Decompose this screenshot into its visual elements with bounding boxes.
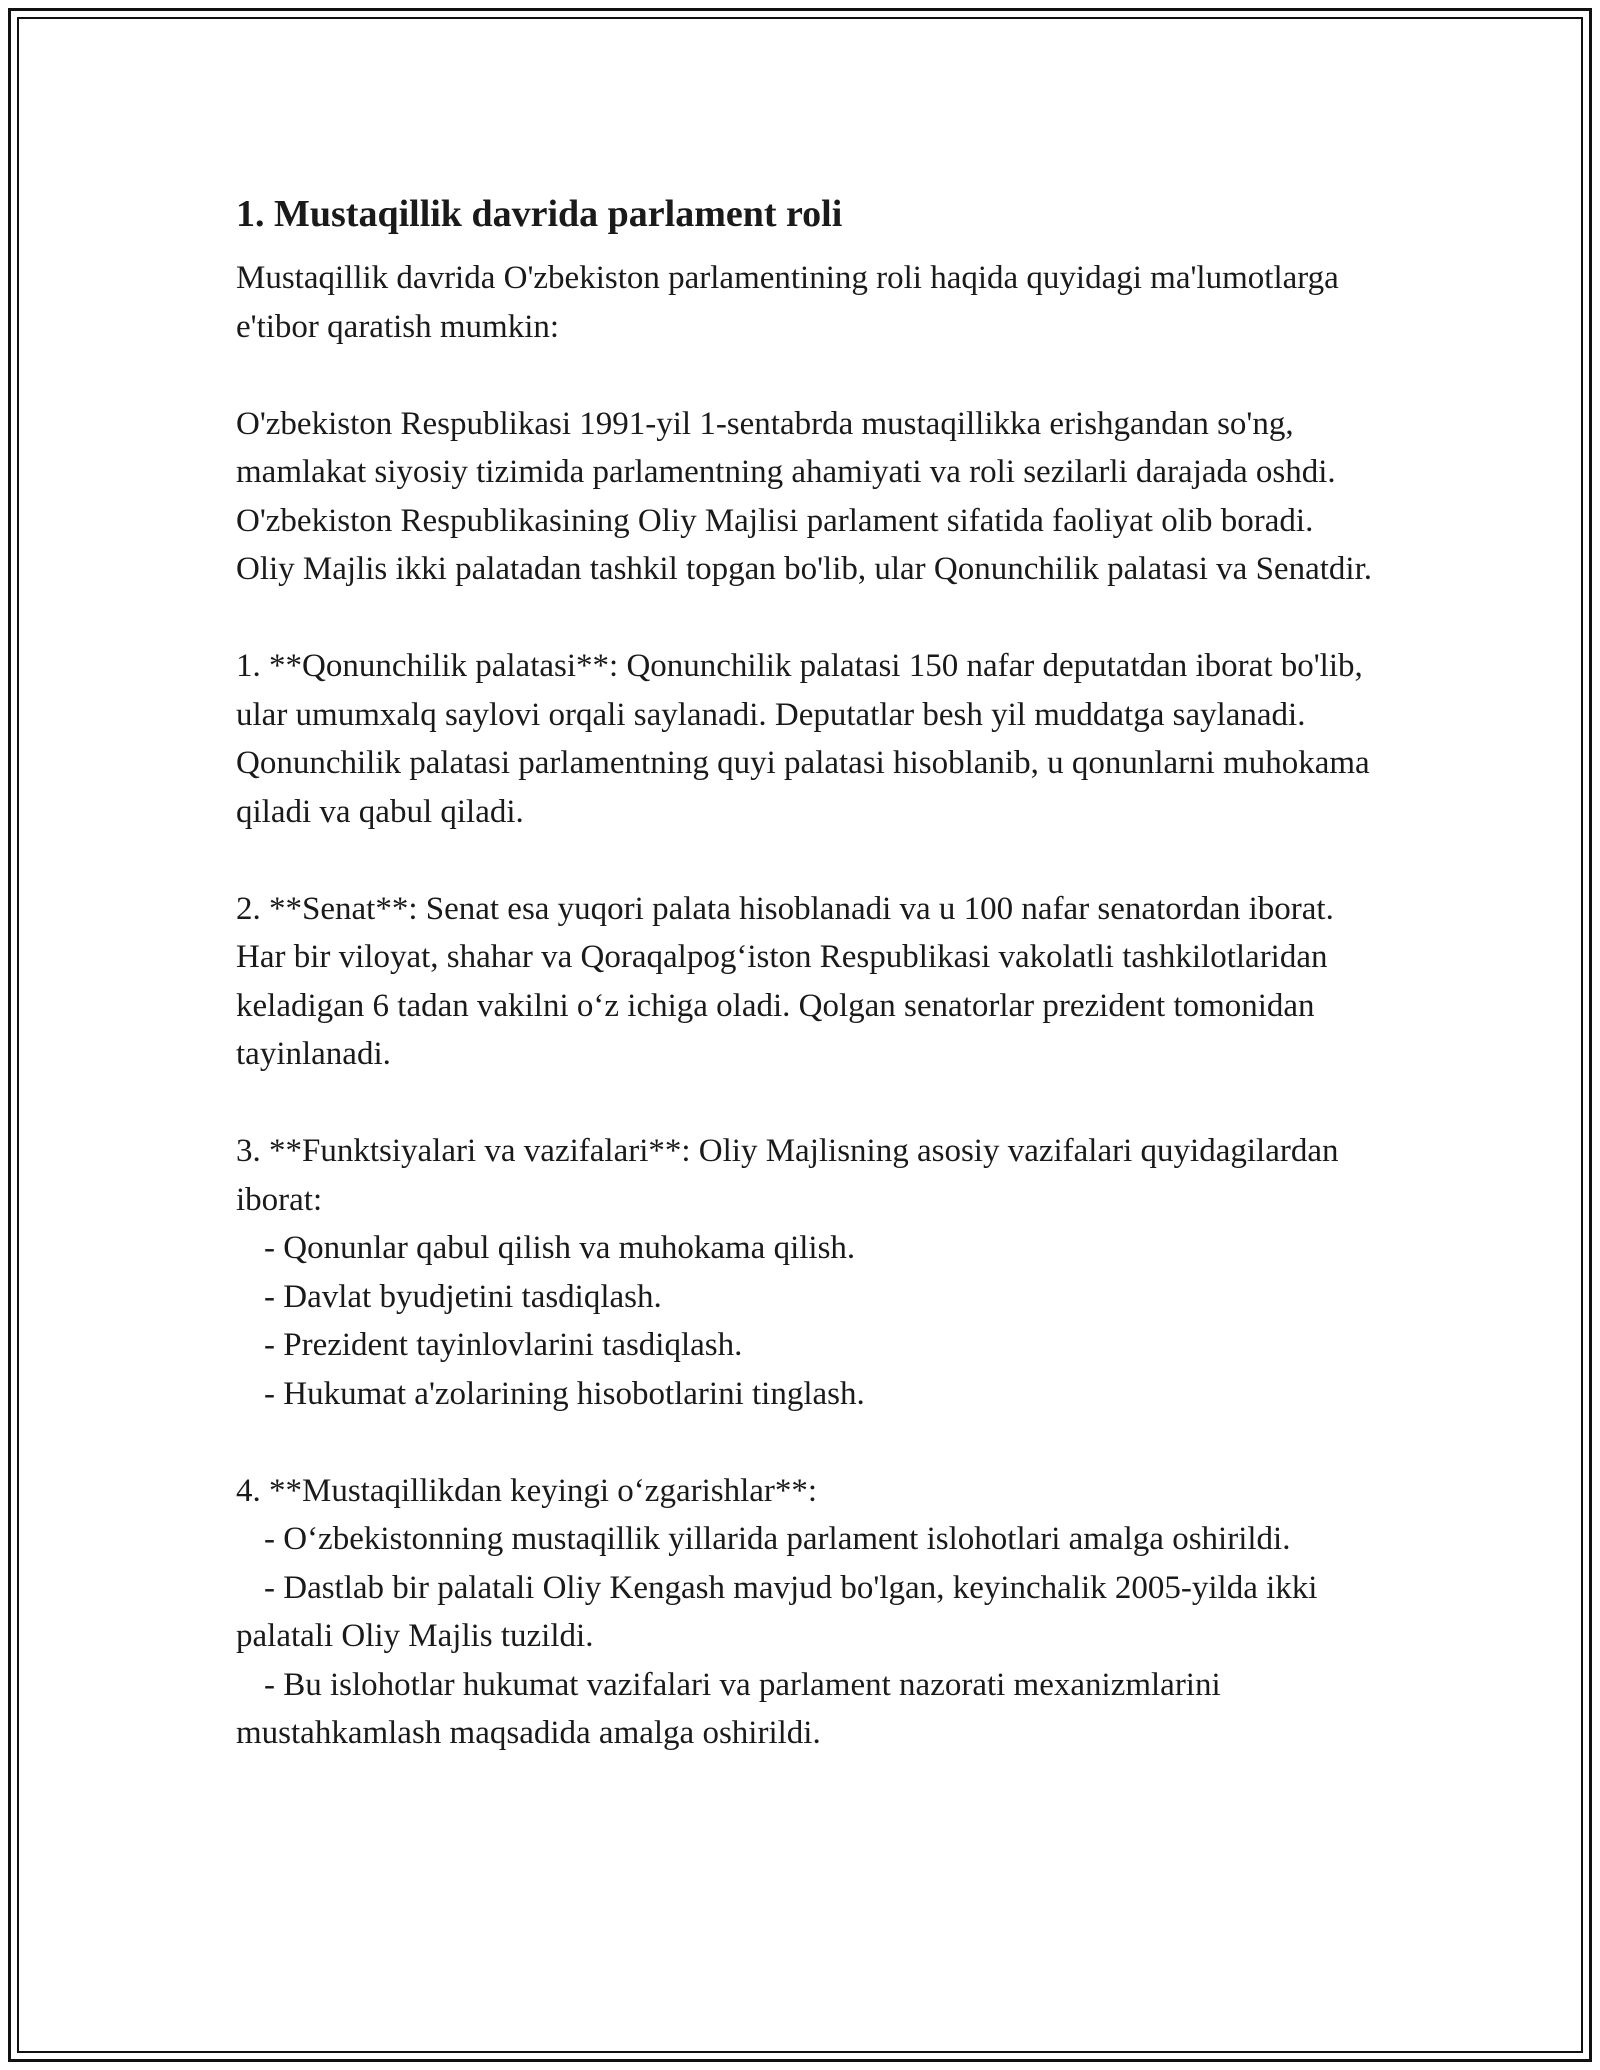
independence-paragraph: O'zbekiston Respublikasi 1991-yil 1-sentabrda mustaqillikka erishgandan so'ng, mamlakat siyosiy tizimida parlamentning ahamiyati va roli sezilarli darajada oshdi. O'zbekiston Respublikasining Oliy Majlisi parlament sifatida faoliyat olib boradi. Oliy Majlis ikki palatadan tashkil topgan bo'lib, ular Qonunchilik palatasi va Senatdir. bbox=[236, 405, 1372, 587]
legislative-chamber-item: 1. **Qonunchilik palatasi**: Qonunchilik palatasi 150 nafar deputatdan iborat bo'lib, ular umumxalq saylovi orqali saylanadi. Deputatlar besh yil muddatga saylanadi. Qonunchilik palatasi parlamentning quyi palatasi hisoblanib, u qonunlarni muhokama qiladi va qabul qiladi. bbox=[236, 648, 1370, 830]
functions-bullet: - Hukumat a'zolarining hisobotlarini tinglash. bbox=[264, 1375, 865, 1412]
functions-bullet: - Davlat byudjetini tasdiqlash. bbox=[264, 1278, 662, 1315]
senate-item: 2. **Senat**: Senat esa yuqori palata hisoblanadi va u 100 nafar senatordan iborat. Har bir viloyat, shahar va Qoraqalpog‘iston Respublikasi vakolatli tashkilotlaridan keladigan 6 tadan vakilni o‘z ichiga oladi. Qolgan senatorlar prezident tomonidan tayinlanadi. bbox=[236, 890, 1334, 1072]
intro-paragraph: Mustaqillik davrida O'zbekiston parlamentining roli haqida quyidagi ma'lumotlarga e'tibor qaratish mumkin: bbox=[236, 260, 1339, 345]
functions-bullet: - Prezident tayinlovlarini tasdiqlash. bbox=[264, 1327, 743, 1363]
functions-item-heading: 3. **Funktsiyalari va vazifalari**: Oliy Majlisning asosiy vazifalari quyidagilardan iborat: bbox=[236, 1133, 1339, 1218]
paragraph-gap bbox=[236, 836, 1376, 885]
section-title: 1. Mustaqillik davrida parlament roli bbox=[236, 193, 843, 235]
paragraph-gap bbox=[236, 351, 1376, 400]
functions-bullet: - Qonunlar qabul qilish va muhokama qilish. bbox=[264, 1230, 856, 1266]
changes-bullet: - Dastlab bir palatali Oliy Kengash mavjud bo'lgan, keyinchalik 2005-yilda ikki palatali Oliy Majlis tuzildi. bbox=[236, 1569, 1318, 1654]
paragraph-gap bbox=[236, 1418, 1376, 1467]
paragraph-gap bbox=[236, 1079, 1376, 1128]
changes-bullet: - O‘zbekistonning mustaqillik yillarida parlament islohotlari amalga oshirildi. bbox=[264, 1521, 1291, 1557]
changes-bullet: - Bu islohotlar hukumat vazifalari va parlament nazorati mexanizmlarini mustahkamlash maqsadida amalga oshirildi. bbox=[236, 1666, 1221, 1751]
document-body bbox=[236, 186, 1376, 1758]
changes-item-heading: 4. **Mustaqillikdan keyingi o‘zgarishlar**: bbox=[236, 1472, 818, 1509]
paragraph-gap bbox=[236, 594, 1376, 643]
